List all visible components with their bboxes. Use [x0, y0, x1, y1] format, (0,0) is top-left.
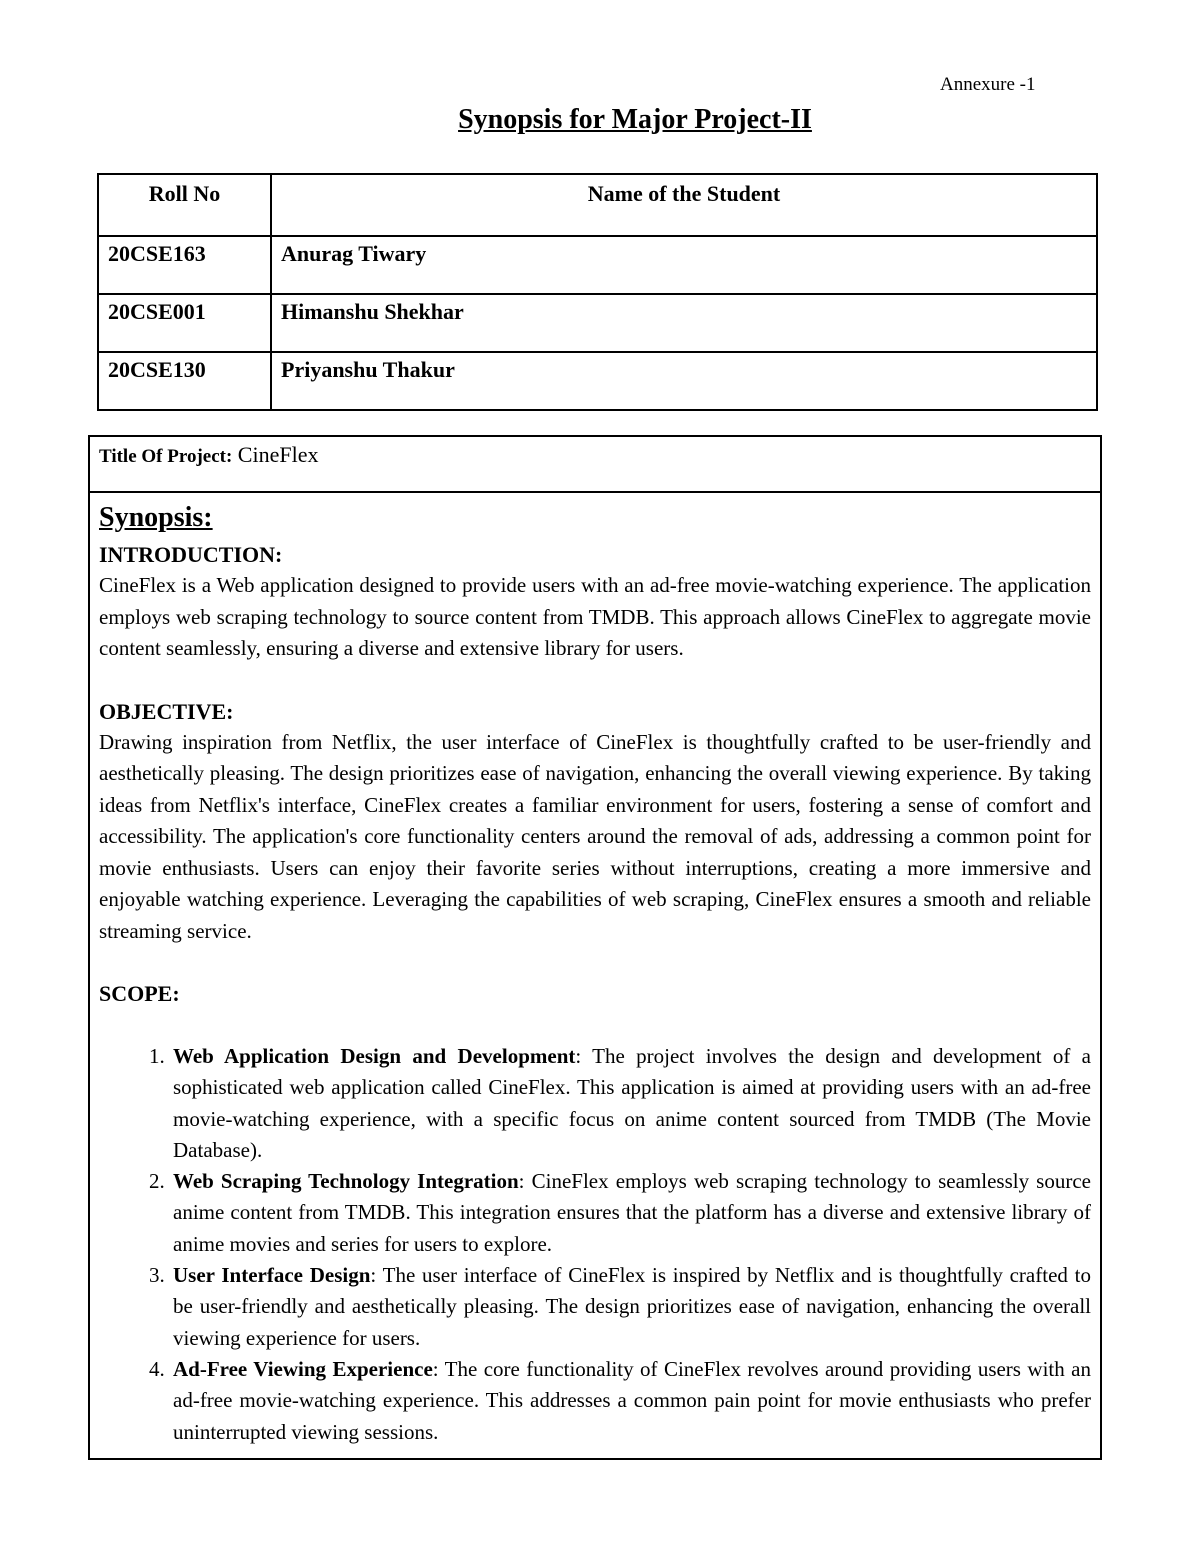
students-table	[97, 173, 1098, 411]
project-title-row	[90, 437, 1100, 493]
student-name-cell: Priyanshu Thakur	[271, 352, 1097, 410]
scope-item-text: : The project involves the design and development of a sophisticated web application called CineFlex. This application is aimed at providing users with an ad-free movie-watching experience, with a specific focus on anime content sourced from TMDB (The Movie Database).	[173, 1044, 1092, 1162]
list-item	[170, 1260, 1091, 1354]
student-name-cell: Anurag Tiwary	[271, 236, 1097, 294]
scope-item-term: Web Scraping Technology Integration	[173, 1169, 519, 1194]
table-row	[98, 294, 1097, 352]
scope-item-term: User Interface Design	[173, 1263, 371, 1288]
scope-heading: SCOPE:	[99, 981, 180, 1006]
scope-item-text: : The core functionality of CineFlex revolves around providing users with an ad-free movie-watching experience. This addresses a common pain point for movie enthusiasts who prefer uninterrupted viewing sessions.	[173, 1356, 1091, 1444]
project-synopsis-box	[88, 435, 1102, 1460]
scope-list	[99, 1041, 1091, 1448]
objective-heading: OBJECTIVE:	[99, 698, 234, 724]
roll-no-cell: 20CSE001	[98, 294, 271, 352]
introduction-heading: INTRODUCTION:	[99, 542, 283, 567]
column-header-student-name: Name of the Student	[271, 174, 1097, 236]
scope-item-text: : CineFlex employs web scraping technology to seamlessly source anime content from TMDB. This integration ensures that the platform has a diverse and extensive library of anime movies and series for users to explore.	[173, 1169, 1091, 1256]
table-header-row	[98, 174, 1097, 236]
roll-no-cell: 20CSE163	[98, 236, 271, 294]
project-title-label: Title Of Project:	[99, 446, 233, 467]
table-row	[98, 352, 1097, 410]
table-row	[98, 236, 1097, 294]
student-name-cell: Himanshu Shekhar	[271, 294, 1097, 352]
scope-item-term: Web Application Design and Development	[173, 1044, 576, 1068]
annexure-label: Annexure -1	[940, 74, 1036, 95]
synopsis-heading: Synopsis:	[99, 502, 213, 533]
list-item	[170, 1166, 1091, 1260]
roll-no-cell: 20CSE130	[98, 352, 271, 410]
scope-item-text: : The user interface of CineFlex is inspired by Netflix and is thoughtfully crafted to be user-friendly and aesthetically pleasing. The design prioritizes ease of navigation, enhancing the overall viewing experience for users.	[173, 1263, 1091, 1350]
list-item	[170, 1041, 1091, 1166]
synopsis-content	[90, 493, 1100, 1448]
page-title: Synopsis for Major Project-II	[458, 104, 812, 135]
scope-item-term: Ad-Free Viewing Experience	[173, 1356, 433, 1381]
column-header-roll-no: Roll No	[98, 174, 271, 236]
list-item	[170, 1354, 1091, 1448]
introduction-text: CineFlex is a Web application designed to provide users with an ad-free movie-watching experience. The application employs web scraping technology to source content from TMDB. This approach allows CineFlex to aggregate movie content seamlessly, ensuring a diverse and extensive library for users.	[99, 573, 1091, 660]
objective-text: Drawing inspiration from Netflix, the user interface of CineFlex is thoughtfully crafted to be user-friendly and aesthetically pleasing. The design prioritizes ease of navigation, enhancing the overall viewing experience. By taking ideas from Netflix's interface, CineFlex creates a familiar environment for users, fostering a sense of comfort and accessibility. The application's core functionality centers around the removal of ads, addressing a common point for movie enthusiasts. Users can enjoy their favorite series without interruptions, creating a more immersive and enjoyable watching experience. Leveraging the capabilities of web scraping, CineFlex ensures a smooth and reliable streaming service.	[99, 729, 1091, 943]
project-title-value: CineFlex	[237, 442, 319, 467]
